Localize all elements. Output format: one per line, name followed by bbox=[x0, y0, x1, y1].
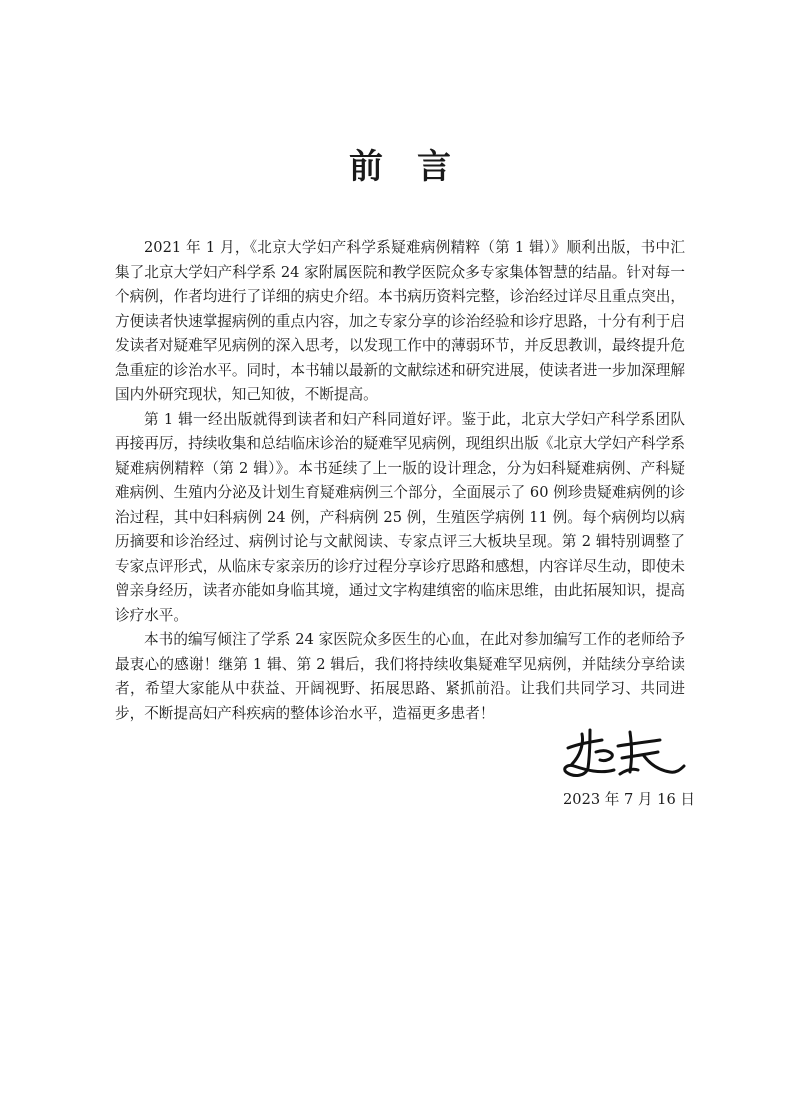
paragraph-3: 本书的编写倾注了学系 24 家医院众多医生的心血，在此对参加编写工作的老师给予最衷心的感谢！继第 1 辑、第 2 辑后，我们将持续收集疑难罕见病例，并陆续分享给读者，希望大家能从中获益、开阔视野、拓展思路、紧抓前沿。让我们共同学习、共同进步，不断提高妇产科疾病的整体诊治水平，造福更多患者！ bbox=[115, 631, 685, 722]
paragraph-1: 2021 年 1 月，《北京大学妇产科学系疑难病例精粹（第 1 辑）》顺利出版，书中汇集了北京大学妇产科学系 24 家附属医院和教学医院众多专家集体智慧的结晶。针对每一个病例，作者均进行了详细的病史介绍。本书病历资料完整，诊治经过详尽且重点突出，方便读者快速掌握病例的重点内容，加之专家分享的诊治经验和诊疗思路，十分有利于启发读者对疑难罕见病例的深入思考，以发现工作中的薄弱环节，并反思教训，最终提升危急重症的诊治水平。同时，本书辅以最新的文献综述和研究进展，使读者进一步加深理解国内外研究现状，知己知彼，不断提高。 bbox=[115, 239, 685, 403]
preface-body bbox=[115, 236, 685, 726]
paragraph-2: 第 1 辑一经出版就得到读者和妇产科同道好评。鉴于此，北京大学妇产科学系团队再接再厉，持续收集和总结临床诊治的疑难罕见病例，现组织出版《北京大学妇产科学系疑难病例精粹（第 2 辑）》。本书延续了上一版的设计理念，分为妇科疑难病例、产科疑难病例、生殖内分泌及计划生育疑难病例三个部分，全面展示了 60 例珍贵疑难病例的诊治过程，其中妇科病例 24 例，产科病例 25 例，生殖医学病例 11 例。每个病例均以病历摘要和诊治经过、病例讨论与文献阅读、专家点评三大板块呈现。第 2 辑特别调整了专家点评形式，从临床专家亲历的诊疗过程分享诊疗思路和感想，内容详尽生动，即使未曾亲身经历，读者亦能如身临其境，通过文字构建缜密的临床思维，由此拓展知识，提高诊疗水平。 bbox=[115, 410, 685, 624]
handwritten-signature bbox=[560, 720, 690, 790]
page-title: 前言 bbox=[349, 147, 485, 187]
date-line: 2023 年 7 月 16 日 bbox=[563, 791, 695, 808]
